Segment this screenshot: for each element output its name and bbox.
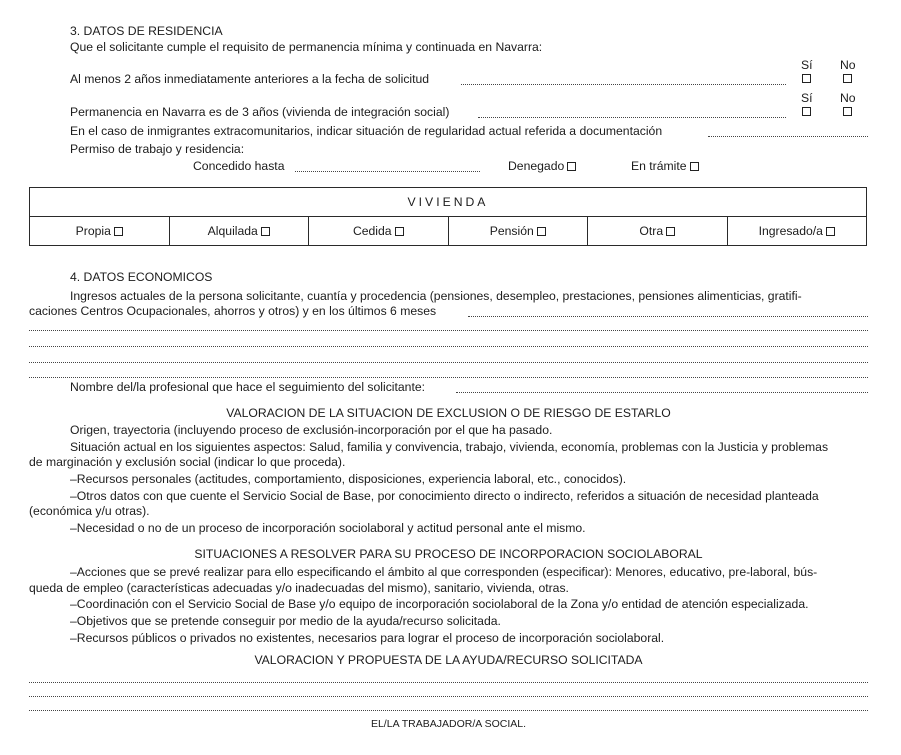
checkbox-si-1[interactable] bbox=[802, 74, 811, 83]
option-checkbox[interactable] bbox=[395, 227, 404, 236]
valoracion-otros-1: –Otros datos con que cuente el Servicio Social de Base, por conocimiento directo o indirecto, referidos a situación de necesidad planteada bbox=[70, 489, 819, 503]
valoracion-necesidad: –Necesidad o no de un proceso de incorporación sociolaboral y actitud personal ante el mismo. bbox=[70, 521, 586, 535]
option-label: Ingresado/a bbox=[758, 224, 823, 238]
option-label: Alquilada bbox=[207, 224, 258, 238]
situaciones-recursos: –Recursos públicos o privados no existentes, necesarios para lograr el proceso de incorporación sociolaboral. bbox=[70, 631, 665, 645]
option-label: Pensión bbox=[489, 224, 534, 238]
profesional-field[interactable] bbox=[456, 392, 868, 393]
signature-label: EL/LA TRABAJADOR/A SOCIAL. bbox=[370, 718, 527, 730]
concedido-label: Concedido hasta bbox=[193, 159, 285, 173]
income-line[interactable] bbox=[29, 362, 868, 363]
propuesta-line[interactable] bbox=[29, 710, 868, 711]
valoracion-recursos: –Recursos personales (actitudes, comportamiento, disposiciones, experiencia laboral, etc., conocidos). bbox=[70, 472, 627, 486]
situaciones-title: SITUACIONES A RESOLVER PARA SU PROCESO DE INCORPORACION SOCIOLABORAL bbox=[194, 547, 703, 561]
section-3-heading: 3. DATOS DE RESIDENCIA bbox=[70, 24, 223, 38]
situaciones-objetivos: –Objetivos que se pretende conseguir por medio de la ayuda/recurso solicitada. bbox=[70, 614, 501, 628]
checkbox-si-2[interactable] bbox=[802, 107, 811, 116]
option-label: Propia bbox=[75, 224, 111, 238]
tramite-label: En trámite bbox=[631, 159, 687, 173]
checkbox-no-2[interactable] bbox=[843, 107, 852, 116]
income-line-2: caciones Centros Ocupacionales, ahorros y otros) y en los últimos 6 meses bbox=[29, 304, 437, 318]
question-immigrants: En el caso de inmigrantes extracomunitarios, indicar situación de regularidad actual referida a documentación bbox=[70, 124, 663, 138]
vivienda-option-ingresado[interactable] bbox=[727, 217, 867, 246]
valoracion-title: VALORACION DE LA SITUACION DE EXCLUSION O DE RIESGO DE ESTARLO bbox=[226, 406, 671, 420]
option-checkbox[interactable] bbox=[114, 227, 123, 236]
income-line-1: Ingresos actuales de la persona solicitante, cuantía y procedencia (pensiones, desempleo, prestaciones, pensiones alimenticias, gratifi- bbox=[70, 289, 802, 303]
valoracion-situacion-1: Situación actual en los siguientes aspectos: Salud, familia y convivencia, trabajo, vivienda, economía, problemas con la Justicia y problemas bbox=[70, 440, 829, 454]
valoracion-origen: Origen, trayectoria (incluyendo proceso de exclusión-incorporación por el que ha pasado. bbox=[70, 423, 553, 437]
vivienda-option-otra[interactable] bbox=[588, 217, 728, 246]
checkbox-no-1[interactable] bbox=[843, 74, 852, 83]
option-checkbox[interactable] bbox=[826, 227, 835, 236]
propuesta-line[interactable] bbox=[29, 682, 868, 683]
no-header-1: No bbox=[840, 58, 856, 72]
option-checkbox[interactable] bbox=[261, 227, 270, 236]
profesional-label: Nombre del/la profesional que hace el seguimiento del solicitante: bbox=[70, 380, 426, 394]
vivienda-option-alquilada[interactable] bbox=[169, 217, 309, 246]
income-field[interactable] bbox=[468, 316, 868, 317]
tramite-checkbox[interactable] bbox=[690, 162, 699, 171]
income-line[interactable] bbox=[29, 330, 868, 331]
vivienda-table bbox=[29, 187, 867, 246]
si-header-2: Sí bbox=[801, 91, 813, 105]
denegado-checkbox[interactable] bbox=[567, 162, 576, 171]
denegado-label: Denegado bbox=[508, 159, 565, 173]
option-label: Otra bbox=[639, 224, 664, 238]
dotted-leader bbox=[461, 84, 786, 85]
work-permit-label: Permiso de trabajo y residencia: bbox=[70, 142, 245, 156]
propuesta-title: VALORACION Y PROPUESTA DE LA AYUDA/RECURSO SOLICITADA bbox=[254, 653, 643, 667]
si-header-1: Sí bbox=[801, 58, 813, 72]
section-4-heading: 4. DATOS ECONOMICOS bbox=[70, 270, 213, 284]
vivienda-option-cedida[interactable] bbox=[309, 217, 449, 246]
concedido-field[interactable] bbox=[295, 171, 480, 172]
situaciones-coordinacion: –Coordinación con el Servicio Social de Base y/o equipo de incorporación sociolaboral de la Zona y/o entidad de atención especializada. bbox=[70, 597, 809, 611]
dotted-leader bbox=[478, 117, 786, 118]
propuesta-line[interactable] bbox=[29, 696, 868, 697]
vivienda-option-propia[interactable] bbox=[30, 217, 170, 246]
income-line[interactable] bbox=[29, 346, 868, 347]
no-header-2: No bbox=[840, 91, 856, 105]
option-checkbox[interactable] bbox=[537, 227, 546, 236]
valoracion-otros-2: (económica y/u otras). bbox=[29, 504, 150, 518]
income-line[interactable] bbox=[29, 377, 868, 378]
option-checkbox[interactable] bbox=[666, 227, 675, 236]
situaciones-acciones-2: queda de empleo (características adecuadas y/o inadecuadas del mismo), sanitario, vivienda, otras. bbox=[29, 581, 569, 595]
vivienda-option-pension[interactable] bbox=[448, 217, 588, 246]
question-2-years: Al menos 2 años inmediatamente anteriores a la fecha de solicitud bbox=[70, 72, 430, 86]
residence-intro: Que el solicitante cumple el requisito de permanencia mínima y continuada en Navarra: bbox=[70, 40, 543, 54]
option-label: Cedida bbox=[352, 224, 392, 238]
tramite-option[interactable] bbox=[631, 159, 699, 174]
dotted-leader bbox=[708, 136, 868, 137]
valoracion-situacion-2: de marginación y exclusión social (indicar lo que proceda). bbox=[29, 455, 346, 469]
question-3-years: Permanencia en Navarra es de 3 años (vivienda de integración social) bbox=[70, 105, 450, 119]
vivienda-title: VIVIENDA bbox=[30, 188, 867, 217]
denegado-option[interactable] bbox=[508, 159, 576, 174]
situaciones-acciones-1: –Acciones que se prevé realizar para ello especificando el ámbito al que corresponden (especificar): Menores, educativo, pre-laboral, bús- bbox=[70, 565, 818, 579]
